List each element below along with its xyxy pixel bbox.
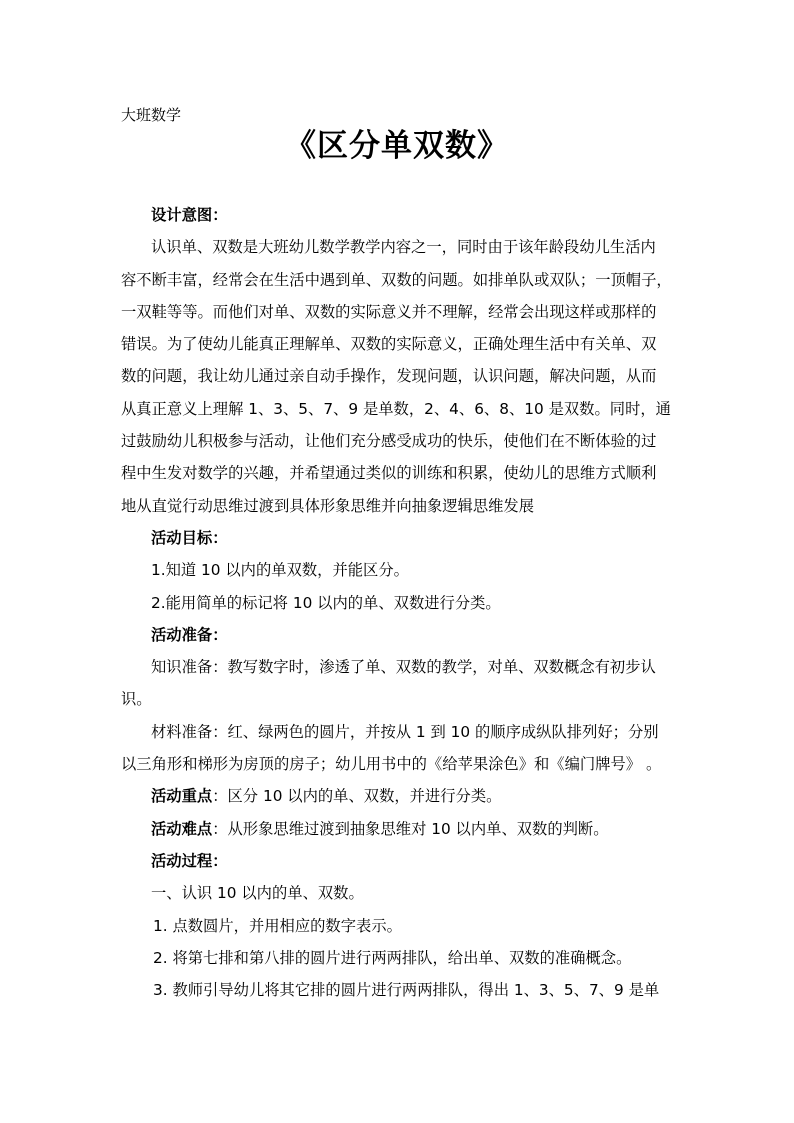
document-body [121,199,681,1006]
difficulty-text: ：从形象思维过渡到抽象思维对 10 以内单、双数的判断。 [212,819,609,838]
knowledge-prep-line: 识。 [121,690,152,709]
design-paragraph-line: 从真正意义上理解 1、3、5、7、9 是单数，2、4、6、8、10 是双数。同时，通 [121,399,671,418]
knowledge-prep-line: 知识准备：教写数字时，渗透了单、双数的教学，对单、双数概念有初步认 [151,658,656,677]
design-paragraph-line: 过鼓励幼儿积极参与活动，让他们充分感受成功的快乐，使他们在不断体验的过 [121,432,657,451]
course-label: 大班数学 [121,106,182,124]
process-step: 1. 点数圆片，并用相应的数字表示。 [153,916,402,935]
process-step: 2. 将第七排和第八排的圆片进行两两排队，给出单、双数的准确概念。 [153,948,632,967]
difficulty-label: 活动难点 [151,819,213,838]
design-paragraph-line: 一双鞋等等。而他们对单、双数的实际意义并不理解，经常会出现这样或那样的 [121,302,657,321]
prep-heading: 活动准备： [151,625,228,644]
material-prep-line: 以三角形和梯形为房顶的房子；幼儿用书中的《给苹果涂色》和《编门牌号》 。 [121,755,662,774]
focus-text: ：区分 10 以内的单、双数，并进行分类。 [212,787,502,806]
design-paragraph-line: 容不断丰富，经常会在生活中遇到单、双数的问题。如排单队或双队；一顶帽子， [121,270,672,289]
design-paragraph-line: 数的问题，我让幼儿通过亲自动手操作，发现问题，认识问题，解决问题，从而 [121,367,657,386]
goals-heading: 活动目标： [151,528,228,547]
design-heading: 设计意图： [151,206,228,224]
process-heading: 活动过程： [151,851,228,870]
design-paragraph-line: 程中生发对数学的兴趣，并希望通过类似的训练和积累，使幼儿的思维方式顺利 [121,464,657,483]
focus-line [121,780,681,812]
design-paragraph-line: 地从直觉行动思维过渡到具体形象思维并向抽象逻辑思维发展 [121,496,535,515]
process-step: 3. 教师引导幼儿将其它排的圆片进行两两排队，得出 1、3、5、7、9 是单 [153,981,660,1000]
page-title: 《区分单双数》 [285,128,509,164]
material-prep-line: 材料准备：红、绿两色的圆片，并按从 1 到 10 的顺序成纵队排列好；分别 [151,722,659,741]
design-paragraph-line: 认识单、双数是大班幼儿数学教学内容之一，同时由于该年龄段幼儿生活内 [151,238,656,257]
difficulty-line [121,813,681,845]
design-paragraph-line: 错误。为了使幼儿能真正理解单、双数的实际意义，正确处理生活中有关单、双 [121,335,657,354]
focus-label: 活动重点 [151,787,213,806]
process-section-title: 一、认识 10 以内的单、双数。 [151,884,364,903]
goal-item: 2.能用简单的标记将 10 以内的单、双数进行分类。 [151,593,501,612]
goal-item: 1.知道 10 以内的单双数，并能区分。 [151,561,409,580]
